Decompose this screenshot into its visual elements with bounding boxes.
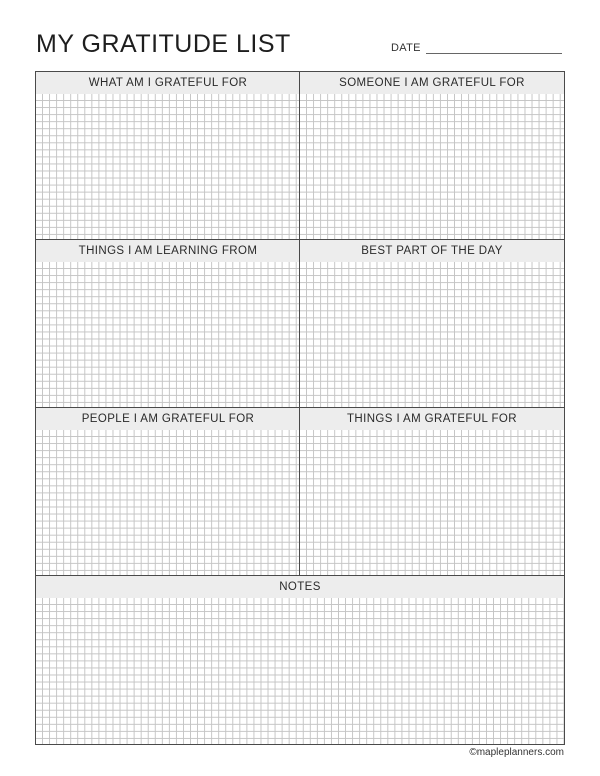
notes-grid[interactable] bbox=[36, 598, 564, 744]
section-heading: NOTES bbox=[36, 576, 564, 599]
gratitude-worksheet bbox=[35, 71, 565, 745]
writing-grid[interactable] bbox=[300, 430, 564, 576]
section-people-i-am-grateful-for bbox=[36, 408, 300, 576]
date-field[interactable] bbox=[391, 42, 563, 56]
section-heading: BEST PART OF THE DAY bbox=[300, 240, 564, 263]
writing-grid[interactable] bbox=[36, 262, 300, 408]
date-underline bbox=[426, 53, 562, 54]
copyright-credit: ©mapleplanners.com bbox=[469, 747, 564, 758]
section-heading: WHAT AM I GRATEFUL FOR bbox=[36, 72, 300, 95]
date-label: DATE bbox=[391, 42, 421, 54]
section-heading: THINGS I AM LEARNING FROM bbox=[36, 240, 300, 263]
row-divider bbox=[36, 575, 564, 576]
section-heading: THINGS I AM GRATEFUL FOR bbox=[300, 408, 564, 431]
row-divider bbox=[36, 407, 564, 408]
writing-grid[interactable] bbox=[36, 430, 300, 576]
section-best-part-of-the-day bbox=[300, 240, 564, 408]
section-things-i-am-grateful-for bbox=[300, 408, 564, 576]
section-someone-i-am-grateful-for bbox=[300, 72, 564, 240]
writing-grid[interactable] bbox=[36, 94, 300, 240]
page-title: MY GRATITUDE LIST bbox=[36, 30, 291, 58]
section-notes bbox=[36, 576, 564, 744]
writing-grid[interactable] bbox=[300, 94, 564, 240]
section-things-i-am-learning-from bbox=[36, 240, 300, 408]
row-divider bbox=[36, 239, 564, 240]
section-heading: SOMEONE I AM GRATEFUL FOR bbox=[300, 72, 564, 95]
section-heading: PEOPLE I AM GRATEFUL FOR bbox=[36, 408, 300, 431]
writing-grid[interactable] bbox=[300, 262, 564, 408]
section-what-am-i-grateful-for bbox=[36, 72, 300, 240]
column-divider bbox=[299, 72, 300, 576]
